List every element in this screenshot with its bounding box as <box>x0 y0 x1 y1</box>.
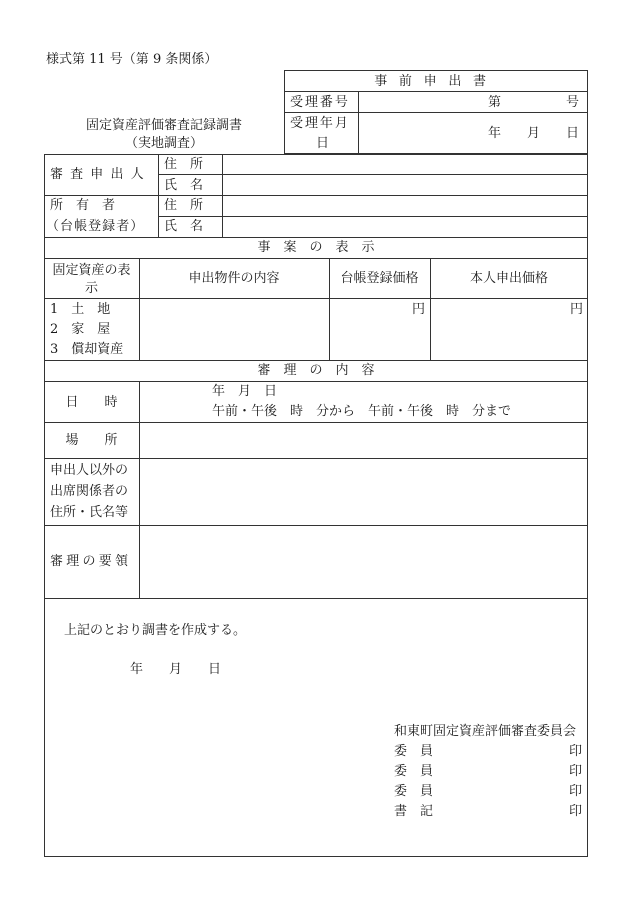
seal-mark: 印 <box>569 784 583 799</box>
seal-mark: 印 <box>569 804 583 819</box>
document-title: 固定資産評価審査記録調書 <box>85 118 242 133</box>
asset-type-house: 2 家 屋 <box>50 322 111 337</box>
applicant-address-label: 住 所 <box>164 157 204 172</box>
owner-label-sub: （台帳登録者） <box>46 219 145 234</box>
case-section-title: 事 案 の 表 示 <box>257 240 375 255</box>
claimed-price-header: 本人申出価格 <box>469 271 548 286</box>
applicant-label: 審査申出人 <box>50 167 151 182</box>
datetime-label: 日 時 <box>65 395 118 410</box>
closing-statement: 上記のとおり調書を作成する。 <box>64 623 247 638</box>
hearing-date: 年 月 日 <box>212 384 278 399</box>
committee-name: 和東町固定資産評価審査委員会 <box>394 724 577 739</box>
form-number: 様式第 11 号（第 9 条関係） <box>46 52 218 67</box>
receipt-date-label-2: 日 <box>316 136 330 151</box>
attendees-label-2: 出席関係者の <box>50 484 129 499</box>
owner-label: 所 有 者 <box>50 198 116 213</box>
asset-header: 固定資産の表 <box>52 263 131 278</box>
signer-title: 委 員 <box>394 764 434 779</box>
signer-title: 書 記 <box>394 804 434 819</box>
method-label: 審理の要領 <box>50 554 132 569</box>
place-label: 場 所 <box>65 433 118 448</box>
owner-name-label: 氏 名 <box>164 219 204 234</box>
registered-price-header: 台帳登録価格 <box>340 271 419 286</box>
closing-date: 年 月 日 <box>130 662 222 677</box>
asset-type-depreciable: 3 償却資産 <box>50 342 124 357</box>
signer-title: 委 員 <box>394 744 434 759</box>
asset-type-land: 1 土 地 <box>50 302 111 317</box>
attendees-label-1: 申出人以外の <box>50 463 129 478</box>
owner-address-label: 住 所 <box>164 198 204 213</box>
document-subtitle: （実地調査） <box>124 136 203 151</box>
registered-price-yen: 円 <box>412 302 426 317</box>
attendees-label-3: 住所・氏名等 <box>50 505 129 520</box>
seal-mark: 印 <box>569 764 583 779</box>
applicant-name-label: 氏 名 <box>164 178 204 193</box>
prior-application-title: 事前申出書 <box>374 74 498 89</box>
hearing-section-title: 審 理 の 内 容 <box>257 363 375 378</box>
seal-mark: 印 <box>569 744 583 759</box>
receipt-date-value: 年 月 日 <box>488 126 580 141</box>
asset-header-2: 示 <box>84 281 98 296</box>
receipt-number-value: 第 号 <box>488 95 580 110</box>
receipt-number-label: 受理番号 <box>290 95 350 110</box>
hearing-time: 午前・午後 時 分から 午前・午後 時 分まで <box>212 404 512 419</box>
content-header: 申出物件の内容 <box>188 271 280 286</box>
claimed-price-yen: 円 <box>570 302 584 317</box>
receipt-date-label: 受理年月 <box>290 116 350 131</box>
signer-title: 委 員 <box>394 784 434 799</box>
